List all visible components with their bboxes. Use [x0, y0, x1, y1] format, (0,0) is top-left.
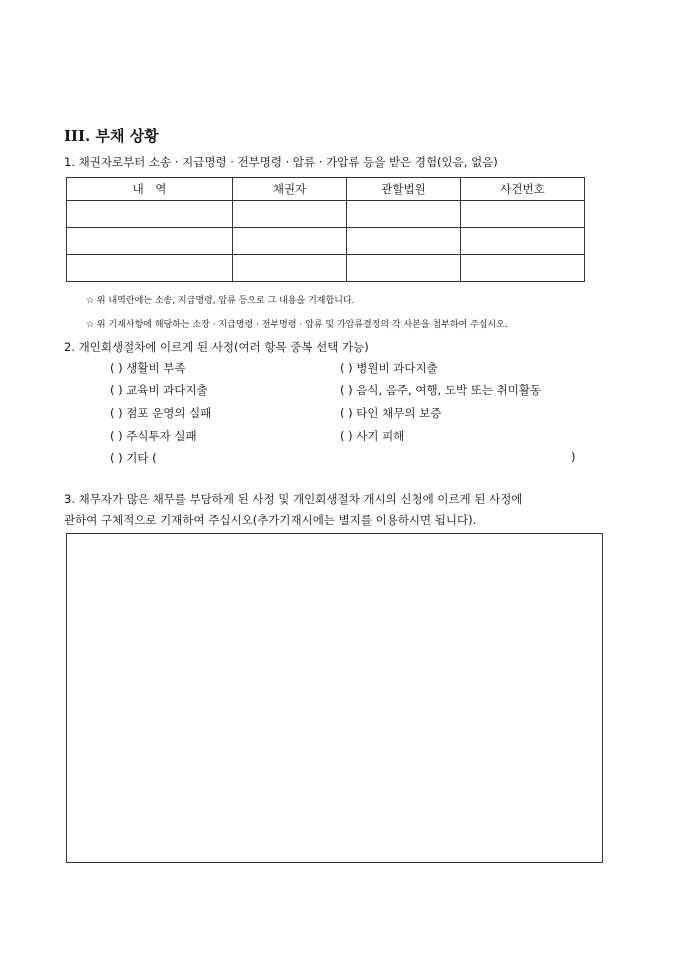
option-other[interactable]: ( ) 기타 (	[110, 451, 157, 465]
cell-creditor[interactable]	[233, 228, 347, 255]
cell-case-number[interactable]	[461, 255, 585, 282]
question-2: 2. 개인회생절차에 이르게 된 사정(여러 항목 중복 선택 가능)	[64, 340, 369, 354]
option-guarantee-debt[interactable]: ( ) 타인 채무의 보증	[340, 406, 442, 420]
option-food-drink-travel-gambling-hobby[interactable]: ( ) 음식, 음주, 여행, 도박 또는 취미활동	[340, 383, 542, 397]
option-store-failure[interactable]: ( ) 점포 운영의 실패	[110, 406, 212, 420]
cell-creditor[interactable]	[233, 201, 347, 228]
cell-court[interactable]	[347, 255, 461, 282]
cell-case-number[interactable]	[461, 228, 585, 255]
header-creditor: 채권자	[233, 178, 347, 201]
section-title: III. 부채 상황	[64, 127, 159, 145]
table-row	[67, 228, 585, 255]
cell-description[interactable]	[67, 228, 233, 255]
option-medical-expenses[interactable]: ( ) 병원비 과다지출	[340, 361, 438, 375]
table-row	[67, 201, 585, 228]
question-3-line-1: 3. 채무자가 많은 채무를 부담하게 된 사정 및 개인회생절차 개시의 신청에 이르게 된 사정에	[64, 492, 523, 506]
cell-case-number[interactable]	[461, 201, 585, 228]
other-closing-paren: )	[571, 450, 576, 464]
note-description-guide: ☆ 위 내역란에는 소송, 지급명령, 압류 등으로 그 내용을 기재합니다.	[86, 296, 355, 306]
cell-description[interactable]	[67, 201, 233, 228]
question-1: 1. 채권자로부터 소송 · 지급명령 · 전부명령 · 압류 · 가압류 등을 받은 경험(있음, 없음)	[64, 155, 498, 169]
table-row	[67, 255, 585, 282]
question-3-line-2: 관하여 구체적으로 기재하여 주십시오(추가기재시에는 별지를 이용하시면 됩니다).	[64, 513, 477, 527]
table-header-row	[67, 178, 585, 201]
cell-court[interactable]	[347, 228, 461, 255]
option-stock-investment[interactable]: ( ) 주식투자 실패	[110, 429, 197, 443]
option-fraud[interactable]: ( ) 사기 피해	[340, 429, 405, 443]
header-case-number: 사건번호	[461, 178, 585, 201]
header-court: 관할법원	[347, 178, 461, 201]
option-living-expenses[interactable]: ( ) 생활비 부족	[110, 361, 186, 375]
cell-description[interactable]	[67, 255, 233, 282]
option-education-expenses[interactable]: ( ) 교육비 과다지출	[110, 383, 208, 397]
circumstances-writing-box[interactable]	[66, 533, 603, 863]
cell-creditor[interactable]	[233, 255, 347, 282]
note-attach-copies: ☆ 위 기재사항에 해당하는 소장 · 지급명령 · 전부명령 · 압류 및 가압류결정의 각 사본을 첨부하여 주십시오.	[86, 320, 508, 330]
header-description: 내 역	[67, 178, 233, 201]
cell-court[interactable]	[347, 201, 461, 228]
debt-lawsuit-table	[66, 177, 585, 282]
